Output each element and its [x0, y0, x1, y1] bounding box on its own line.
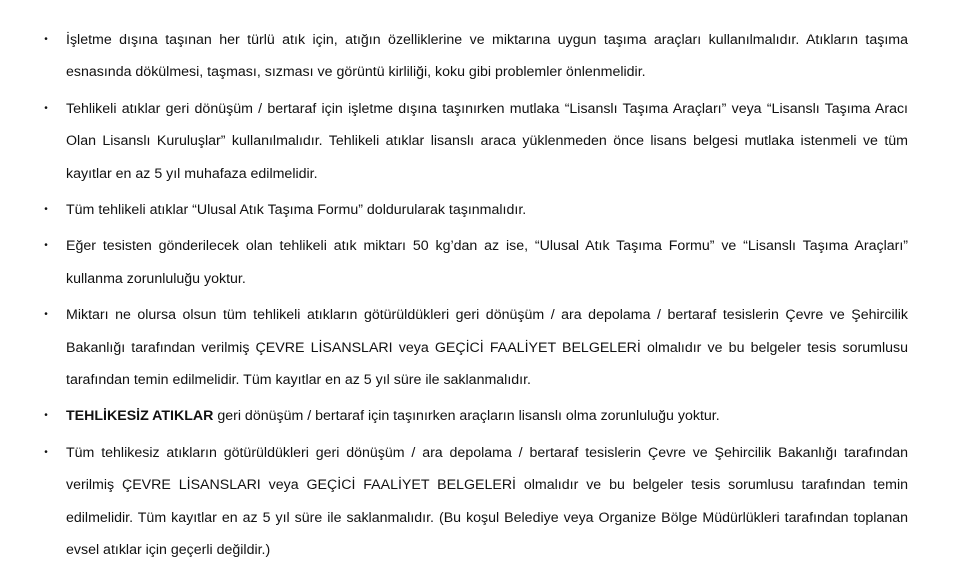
bullet-item-7 — [40, 437, 908, 567]
bullet-icon: • — [44, 34, 48, 45]
bullet-item-6 — [40, 400, 908, 432]
bullet-text: Miktarı ne olursa olsun tüm tehlikeli atıkların götürüldükleri geri dönüşüm / ara depolama / bertaraf tesislerin Çevre ve Şehircilik Bakanlığı tarafından verilmiş ÇEVRE LİSANSLARI veya GEÇİCİ FAALİYET BELGELERİ olmalıdır ve bu belgeler tesis sorumlusu tarafından temin edilmelidir. Tüm kayıtlar en az 5 yıl süre ile saklanmalıdır. — [66, 307, 908, 389]
bullet-item-4 — [40, 230, 908, 295]
bullet-item-2 — [40, 93, 908, 190]
bullet-item-5 — [40, 299, 908, 396]
bullet-text: Eğer tesisten gönderilecek olan tehlikeli atık miktarı 50 kg’dan az ise, “Ulusal Atık Taşıma Formu” ve “Lisanslı Taşıma Araçları” kullanma zorunluluğu yoktur. — [66, 238, 908, 287]
bullet-item-1 — [40, 24, 908, 89]
bullet-item-3 — [40, 194, 908, 226]
bullet-icon: • — [44, 309, 48, 321]
bullet-bold-lead: TEHLİKESİZ ATIKLAR — [66, 408, 214, 425]
bullet-icon: • — [44, 410, 48, 422]
bullet-text: Tüm tehlikeli atıklar “Ulusal Atık Taşıma Formu” doldurularak taşınmalıdır. — [66, 202, 527, 219]
bullet-text: İşletme dışına taşınan her türlü atık için, atığın özelliklerine ve miktarına uygun taşıma araçları kullanılmalıdır. Atıkların taşıma esnasında dökülmesi, taşması, sızması ve görüntü kirliliği, koku gibi problemler önlenmelidir. — [66, 32, 908, 81]
bullet-text: geri dönüşüm / bertaraf için taşınırken araçların lisanslı olma zorunluluğu yoktur. — [213, 408, 720, 425]
bullet-icon: • — [44, 240, 48, 252]
bullet-text: Tüm tehlikesiz atıkların götürüldükleri geri dönüşüm / ara depolama / bertaraf tesislerin Çevre ve Şehircilik Bakanlığı tarafından verilmiş ÇEVRE LİSANSLARI veya GEÇİCİ FAALİYET BELGELERİ olmalıdır ve bu belgeler tesis sorumlusu tarafından temin edilmelidir. Tüm kayıtlar en az 5 yıl süre ile saklanmalıdır. (Bu koşul Belediye veya Organize Bölge Müdürlükleri tarafından toplanan evsel atıklar için geçerli değildir.) — [66, 444, 908, 559]
bullet-icon: • — [44, 446, 48, 458]
bullet-icon: • — [44, 204, 48, 216]
bullet-text: Tehlikeli atıklar geri dönüşüm / bertaraf için işletme dışına taşınırken mutlaka “Lisanslı Taşıma Araçları” veya “Lisanslı Taşıma Aracı Olan Lisanslı Kuruluşlar” kullanılmalıdır. Tehlikeli atıklar lisanslı araca yüklenmeden önce lisans belgesi mutlaka istenmeli ve tüm kayıtlar en az 5 yıl muhafaza edilmelidir. — [66, 100, 908, 182]
bullet-icon: • — [44, 102, 48, 114]
bullet-list — [40, 24, 908, 571]
